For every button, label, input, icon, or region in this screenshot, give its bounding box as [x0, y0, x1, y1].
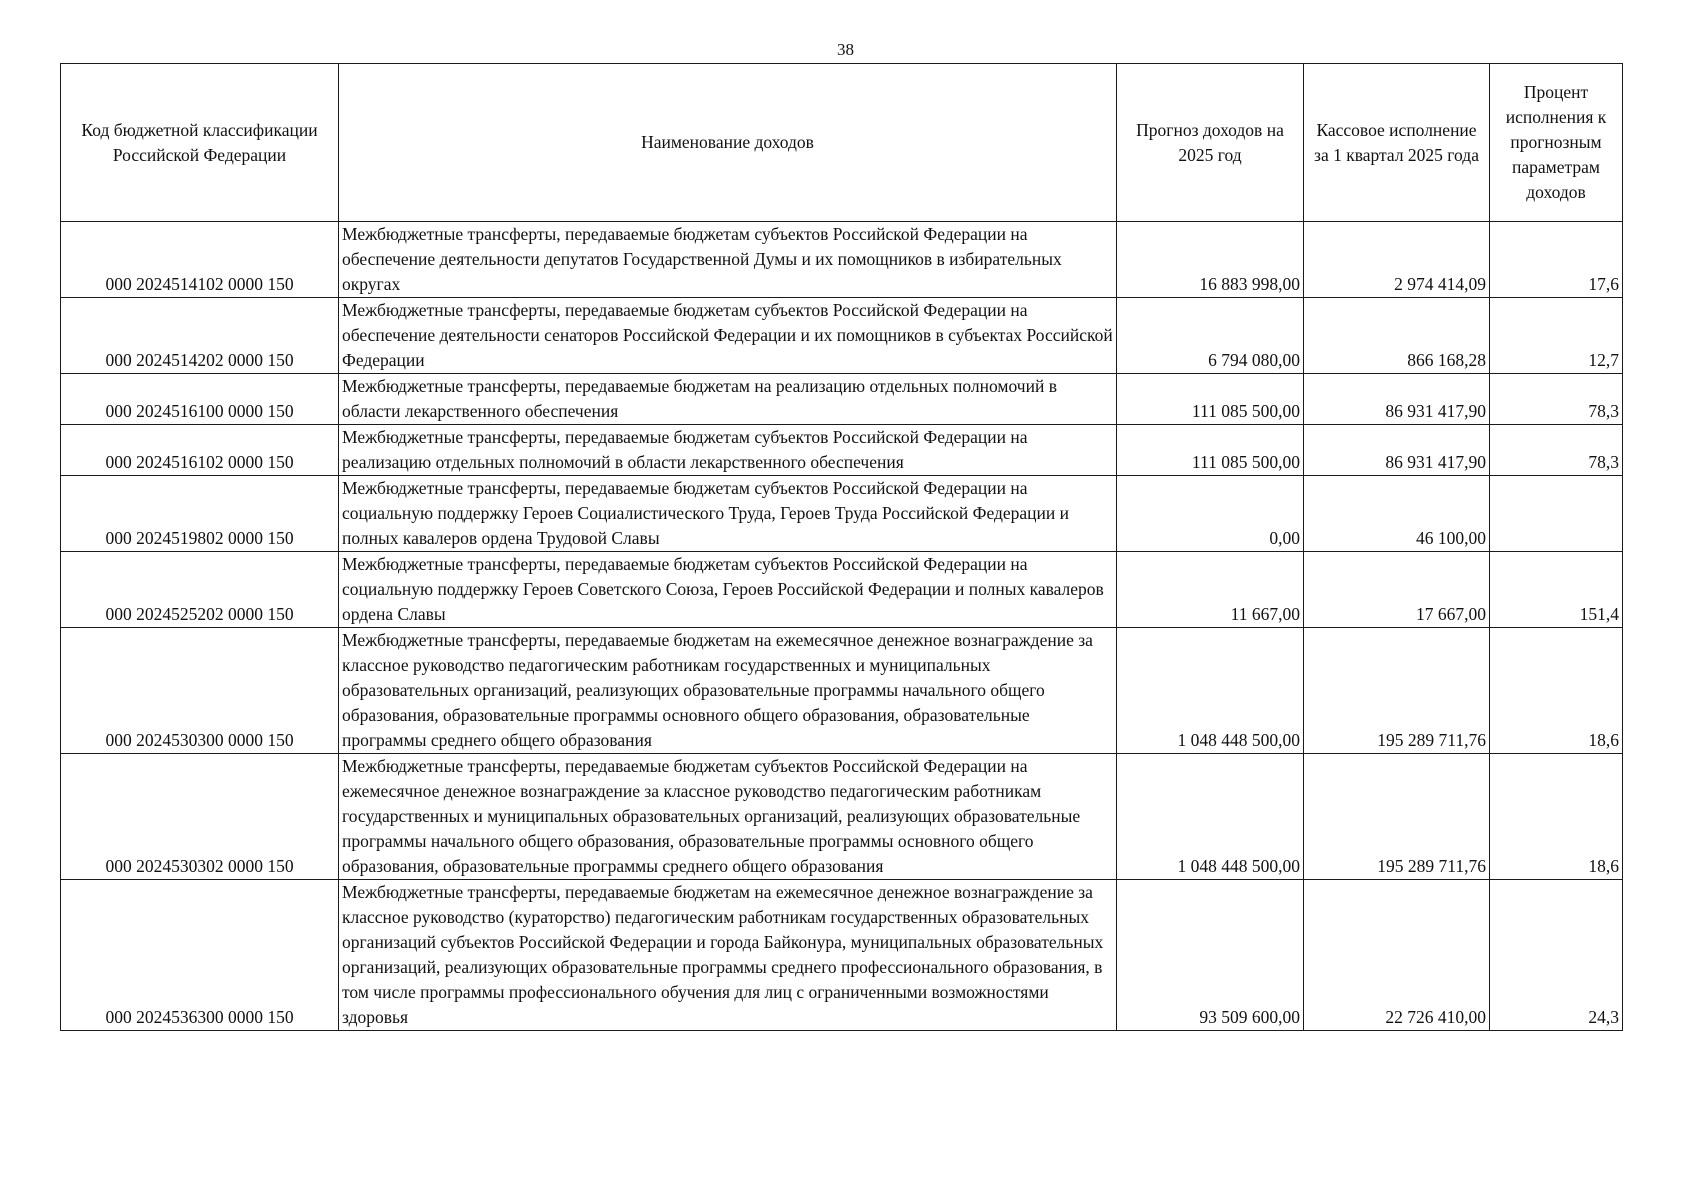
row-forecast: 0,00: [1117, 476, 1304, 552]
row-name: Межбюджетные трансферты, передаваемые бюджетам субъектов Российской Федерации на ежемесячное денежное вознаграждение за классное руководство педагогическим работникам государственных и муниципальных образовательных организаций, реализующих образовательные программы начального общего образования, образовательные программы основного общего образования, образовательные программы среднего общего образования: [339, 754, 1117, 880]
row-name: Межбюджетные трансферты, передаваемые бюджетам на реализацию отдельных полномочий в области лекарственного обеспечения: [339, 374, 1117, 425]
row-code: 000 2024514102 0000 150: [61, 222, 339, 298]
row-percent: 18,6: [1490, 754, 1623, 880]
table-row: [61, 880, 1623, 1031]
row-forecast: 11 667,00: [1117, 552, 1304, 628]
row-actual: 46 100,00: [1304, 476, 1490, 552]
row-name: Межбюджетные трансферты, передаваемые бюджетам субъектов Российской Федерации на реализацию отдельных полномочий в области лекарственного обеспечения: [339, 425, 1117, 476]
row-actual: 866 168,28: [1304, 298, 1490, 374]
row-actual: 86 931 417,90: [1304, 425, 1490, 476]
table-row: [61, 552, 1623, 628]
row-name: Межбюджетные трансферты, передаваемые бюджетам субъектов Российской Федерации на социальную поддержку Героев Социалистического Труда, Героев Труда Российской Федерации и полных кавалеров ордена Трудовой Славы: [339, 476, 1117, 552]
row-percent: 24,3: [1490, 880, 1623, 1031]
row-name: Межбюджетные трансферты, передаваемые бюджетам субъектов Российской Федерации на социальную поддержку Героев Советского Союза, Героев Российской Федерации и полных кавалеров ордена Славы: [339, 552, 1117, 628]
row-percent: 78,3: [1490, 425, 1623, 476]
table-body: [61, 222, 1623, 1031]
table-row: [61, 476, 1623, 552]
row-actual: 2 974 414,09: [1304, 222, 1490, 298]
row-percent: [1490, 476, 1623, 552]
row-name: Межбюджетные трансферты, передаваемые бюджетам субъектов Российской Федерации на обеспечение деятельности сенаторов Российской Федерации и их помощников в субъектах Российской Федерации: [339, 298, 1117, 374]
row-percent: 151,4: [1490, 552, 1623, 628]
row-code: 000 2024516100 0000 150: [61, 374, 339, 425]
income-table: [60, 63, 1623, 1031]
row-actual: 22 726 410,00: [1304, 880, 1490, 1031]
row-name: Межбюджетные трансферты, передаваемые бюджетам субъектов Российской Федерации на обеспечение деятельности депутатов Государственной Думы и их помощников в избирательных округах: [339, 222, 1117, 298]
row-forecast: 1 048 448 500,00: [1117, 754, 1304, 880]
row-code: 000 2024530300 0000 150: [61, 628, 339, 754]
row-percent: 18,6: [1490, 628, 1623, 754]
row-forecast: 111 085 500,00: [1117, 374, 1304, 425]
row-code: 000 2024519802 0000 150: [61, 476, 339, 552]
row-forecast: 16 883 998,00: [1117, 222, 1304, 298]
row-code: 000 2024516102 0000 150: [61, 425, 339, 476]
table-row: [61, 754, 1623, 880]
header-forecast: Прогноз доходов на 2025 год: [1117, 64, 1304, 222]
header-row: [61, 64, 1623, 222]
table-row: [61, 425, 1623, 476]
row-code: 000 2024530302 0000 150: [61, 754, 339, 880]
row-actual: 17 667,00: [1304, 552, 1490, 628]
row-code: 000 2024536300 0000 150: [61, 880, 339, 1031]
header-code: Код бюджетной классификации Российской Федерации: [61, 64, 339, 222]
table-row: [61, 298, 1623, 374]
row-name: Межбюджетные трансферты, передаваемые бюджетам на ежемесячное денежное вознаграждение за классное руководство (кураторство) педагогическим работникам государственных образовательных организаций субъектов Российской Федерации и города Байконура, муниципальных образовательных организаций, реализующих образовательные программы среднего профессионального образования, в том числе программы профессионального обучения для лиц с ограниченными возможностями здоровья: [339, 880, 1117, 1031]
header-actual: Кассовое исполнение за 1 квартал 2025 года: [1304, 64, 1490, 222]
table-row: [61, 628, 1623, 754]
header-percent: Процент исполнения к прогнозным параметрам доходов: [1490, 64, 1623, 222]
header-name: Наименование доходов: [339, 64, 1117, 222]
row-code: 000 2024525202 0000 150: [61, 552, 339, 628]
table-header: [61, 64, 1623, 222]
row-forecast: 1 048 448 500,00: [1117, 628, 1304, 754]
row-code: 000 2024514202 0000 150: [61, 298, 339, 374]
table-row: [61, 222, 1623, 298]
row-forecast: 93 509 600,00: [1117, 880, 1304, 1031]
table-row: [61, 374, 1623, 425]
row-forecast: 111 085 500,00: [1117, 425, 1304, 476]
row-forecast: 6 794 080,00: [1117, 298, 1304, 374]
row-actual: 195 289 711,76: [1304, 628, 1490, 754]
row-name: Межбюджетные трансферты, передаваемые бюджетам на ежемесячное денежное вознаграждение за классное руководство педагогическим работникам государственных и муниципальных образовательных организаций, реализующих образовательные программы начального общего образования, образовательные программы основного общего образования, образовательные программы среднего общего образования: [339, 628, 1117, 754]
row-percent: 12,7: [1490, 298, 1623, 374]
row-actual: 86 931 417,90: [1304, 374, 1490, 425]
page-number: 38: [837, 40, 854, 59]
row-percent: 17,6: [1490, 222, 1623, 298]
row-percent: 78,3: [1490, 374, 1623, 425]
row-actual: 195 289 711,76: [1304, 754, 1490, 880]
